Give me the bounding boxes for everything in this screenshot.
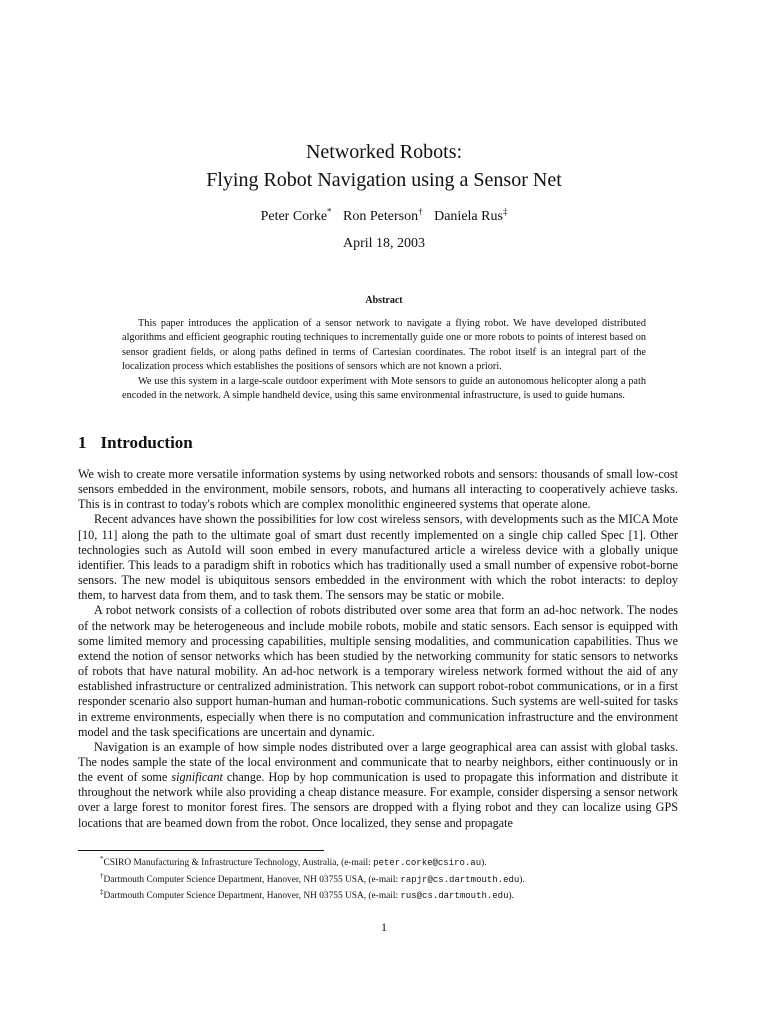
abstract-heading: Abstract	[365, 295, 403, 306]
paper-title	[0, 138, 768, 194]
emphasis: significant	[171, 770, 223, 785]
author: Daniela Rus‡	[434, 206, 508, 224]
body-paragraph: We wish to create more versatile information systems by using networked robots and sensors: thousands of small low-cost sensors embedded in the environment, mobile sensors, robots, and humans all interacting to cooperatively achieve tasks. This is in contrast to today's robots which are complex monolithic engineered systems that operate alone.	[78, 467, 678, 512]
abstract-paragraph: This paper introduces the application of a sensor network to navigate a flying robot. We have developed distributed algorithms and efficient geographic routing techniques to incrementally guide one or more robots to points of interest based on sensor gradient fields, or along paths defined in terms of Cartesian coordinates. The robot itself is an integral part of the localization process which establishes the positions of sensors which are not known a priori.	[122, 318, 646, 373]
footnotes	[100, 853, 680, 903]
page-number: 1	[381, 920, 387, 934]
author-mark: *	[327, 206, 332, 216]
author: Peter Corke*	[260, 206, 332, 224]
email-link[interactable]: rapjr@cs.dartmouth.edu	[400, 874, 520, 885]
abstract-body	[122, 317, 646, 403]
title-line-2: Flying Robot Navigation using a Sensor Net	[206, 169, 562, 191]
section-title: Introduction	[100, 433, 193, 452]
body-paragraph: Navigation is an example of how simple nodes distributed over a large geographical area can assist with global tasks. The nodes sample the state of the local environment and communicate that to nearby neighbors, either continuously or in the event of some significant change. Hop by hop communication is used to propagate this information and distribute it throughout the network while also providing a cheap distance measure. For example, consider dispersing a sensor network over a large forest to monitor forest fires. The sensors are dropped with a flying robot and they can localize using GPS locations that are beamed down from the robot. Once localized, they sense and propagate	[78, 739, 678, 830]
section-heading	[78, 433, 193, 453]
email-link[interactable]: rus@cs.dartmouth.edu	[400, 891, 509, 902]
author-list	[0, 206, 768, 225]
section-number: 1	[78, 433, 87, 452]
body-paragraph: Recent advances have shown the possibilities for low cost wireless sensors, with developments such as the MICA Mote [10, 11] along the path to the ultimate goal of smart dust recently implemented on a single chip called Spec [1]. Other technologies such as AutoId will soon embed in every manufactured article a wireless device with a globally unique identifier. This leads to a paradigm shift in robotics which has traditionally used a small number of expensive robot-borne sensors. The new model is ubiquitous sensors embedded in the environment with which the robot interacts: to deploy them, to harvest data from them, and to task them. The sensors may be static or mobile.	[78, 512, 678, 603]
body-paragraph: A robot network consists of a collection of robots distributed over some area that form an ad-hoc network. The nodes of the network may be heterogeneous and include mobile robots, mobile and static sensors. Each sensor is equipped with some limited memory and processing capabilities, multiple sensing modalities, and communication capabilities. Thus we extend the notion of sensor networks which has been studied by the networking community for static sensors to networks of robots that have natural mobility. An ad-hoc network is a temporary wireless network formed without the aid of any established infrastructure or centralized administration. This network can support robot-robot communications, or in a first responder scenario also support human-human and human-robotic communications. Such systems are well-suited for tasks in extreme environments, especially when there is no computation and communication infrastructure and the environment model and the task specifications are uncertain and dynamic.	[78, 603, 678, 739]
footnote: *CSIRO Manufacturing & Infrastructure Technology, Australia, (e-mail: peter.corke@csiro.au).	[100, 855, 487, 869]
footnote-rule	[78, 850, 324, 851]
author: Ron Peterson†	[343, 206, 423, 224]
title-line-1: Networked Robots:	[305, 141, 463, 163]
footnote-mark: *	[100, 855, 104, 863]
paper-date: April 18, 2003	[342, 236, 426, 251]
footnote-mark: ‡	[100, 888, 104, 897]
footnote-mark: †	[100, 871, 104, 880]
abstract-paragraph: We use this system in a large-scale outdoor experiment with Mote sensors to guide an autonomous helicopter along a path encoded in the network. A simple handheld device, using this same environmental infrastructure, is used to guide humans.	[122, 375, 646, 402]
footnote: †Dartmouth Computer Science Department, Hanover, NH 03755 USA, (e-mail: rapjr@cs.dartmouth.edu).	[100, 871, 525, 885]
footnote: ‡Dartmouth Computer Science Department, Hanover, NH 03755 USA, (e-mail: rus@cs.dartmouth.edu).	[100, 888, 514, 902]
body-text	[78, 467, 678, 831]
email-link[interactable]: peter.corke@csiro.au	[373, 858, 482, 869]
author-mark: †	[418, 206, 423, 216]
author-mark: ‡	[502, 206, 508, 216]
